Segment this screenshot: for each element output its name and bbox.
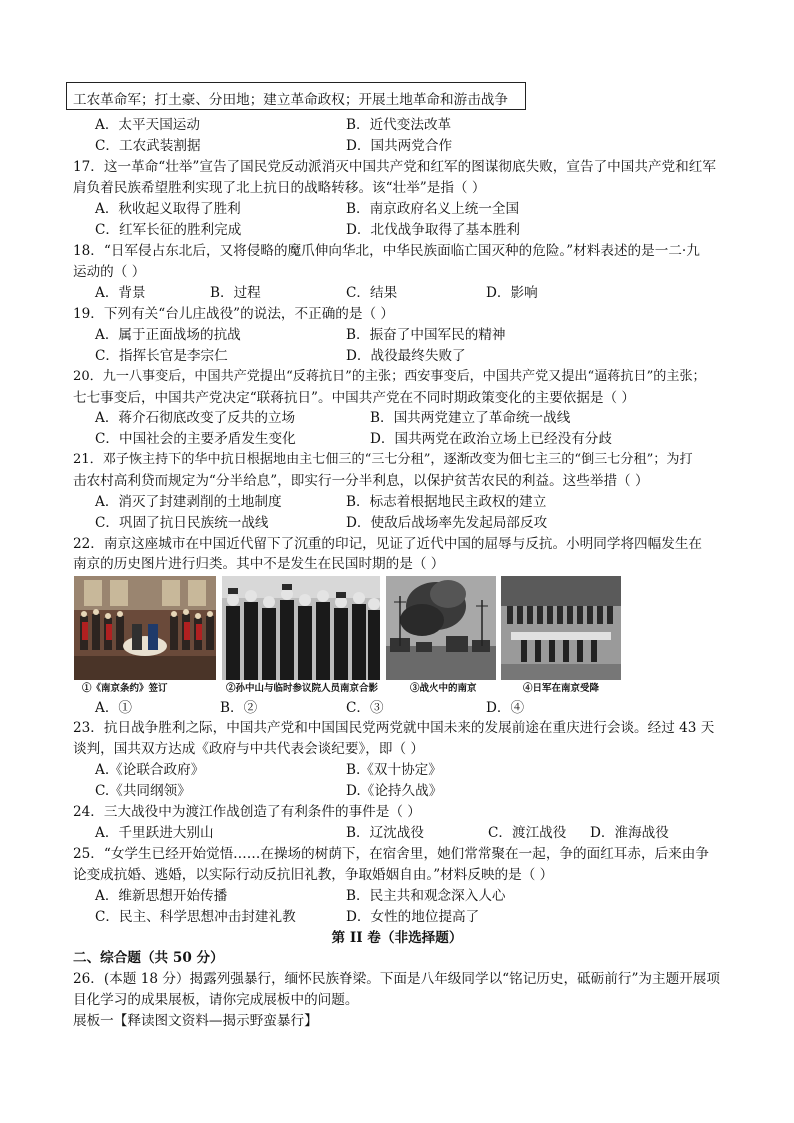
q23-option-a[interactable]: A.《论联合政府》 xyxy=(95,762,205,778)
q22-option-c[interactable]: C．③ xyxy=(346,700,384,716)
q16-box-text: 工农革命军；打土豪、分田地；建立革命政权；开展土地革命和游击战争 xyxy=(73,92,508,108)
q23-option-c[interactable]: C.《共同纲领》 xyxy=(95,783,191,799)
q23-option-b[interactable]: B.《双十协定》 xyxy=(346,762,442,778)
q18-option-b[interactable]: B．过程 xyxy=(210,285,261,301)
q26-stem-line2: 目化学习的成果展板，请你完成展板中的问题。 xyxy=(73,992,359,1008)
q16-option-b[interactable]: B．近代变法改革 xyxy=(346,117,452,133)
q25-stem-line1: 25．“女学生已经开始觉悟……在操场的树荫下，在宿舍里，她们常常聚在一起，争的面红耳赤，后来由争 xyxy=(73,846,709,862)
q26-board1-title: 展板一【释读图文资料—揭示野蛮暴行】 xyxy=(73,1013,318,1029)
q22-stem-line1: 22．南京这座城市在中国近代留下了沉重的印记，见证了近代中国的屈辱与反抗。小明同学将四幅发生在 xyxy=(73,536,703,552)
q24-stem-line1: 24．三大战役中为渡江作战创造了有利条件的事件是（ ） xyxy=(73,804,421,820)
q21-option-b[interactable]: B．标志着根据地民主政权的建立 xyxy=(346,494,547,510)
q23-option-d[interactable]: D.《论持久战》 xyxy=(346,783,443,799)
q19-option-a[interactable]: A．属于正面战场的抗战 xyxy=(95,327,241,343)
section2-title: 二、综合题（共 50 分） xyxy=(73,950,224,966)
q17-stem-line1: 17．这一革命“壮举”宣告了国民党反动派消灭中国共产党和红军的图谋彻底失败，宣告了中国共产党和红军 xyxy=(73,159,716,175)
q17-stem-line2: 肩负着民族希望胜利实现了北上抗日的战略转移。该“壮举”是指（ ） xyxy=(73,180,486,196)
q23-stem-line1: 23．抗日战争胜利之际，中国共产党和中国国民党两党就中国未来的发展前途在重庆进行会谈。经过 43 天 xyxy=(73,720,715,736)
q18-option-c[interactable]: C．结果 xyxy=(346,285,398,301)
q21-option-d[interactable]: D．使敌后战场率先发起局部反攻 xyxy=(346,515,548,531)
q25-option-c[interactable]: C．民主、科学思想冲击封建礼教 xyxy=(95,909,296,925)
q18-stem-line1: 18．“日军侵占东北后，又将侵略的魔爪伸向华北，中华民族面临亡国灭种的危险。”材料表述的是一二·九 xyxy=(73,243,700,259)
q16-material-box xyxy=(66,82,526,110)
q22-stem-line2: 南京的历史图片进行归类。其中不是发生在民国时期的是（ ） xyxy=(73,556,445,572)
q25-option-b[interactable]: B．民主共和观念深入人心 xyxy=(346,888,506,904)
photo-caption-1: ①《南京条约》签订 xyxy=(82,683,168,694)
q22-option-b[interactable]: B．② xyxy=(220,700,258,716)
photo-caption-2: ②孙中山与临时参议院人员南京合影 xyxy=(226,683,379,694)
q16-option-d[interactable]: D．国共两党合作 xyxy=(346,138,453,154)
japanese-surrender-in-nanjing-image xyxy=(501,576,621,680)
q20-option-a[interactable]: A．蒋介石彻底改变了反共的立场 xyxy=(95,410,296,426)
q21-option-c[interactable]: C．巩固了抗日民族统一战线 xyxy=(95,515,269,531)
q20-option-c[interactable]: C．中国社会的主要矛盾发生变化 xyxy=(95,431,296,447)
q24-option-c[interactable]: C．渡江战役 xyxy=(488,825,567,841)
q24-option-d[interactable]: D．淮海战役 xyxy=(590,825,669,841)
q17-option-c[interactable]: C．红军长征的胜利完成 xyxy=(95,222,242,238)
q26-stem-line1: 26．(本题 18 分）揭露列强暴行，缅怀民族脊梁。下面是八年级同学以“铭记历史，砥砺前行”为主题开展项 xyxy=(73,971,720,987)
photo-caption-3: ③战火中的南京 xyxy=(410,683,477,694)
part2-title: 第 II 卷（非选择题） xyxy=(331,930,463,946)
q21-stem-line2: 击农村高利贷而规定为“分半给息”，即实行一分半利息，以保护贫苦农民的利益。这些举措（ ） xyxy=(73,473,649,489)
q24-option-b[interactable]: B．辽沈战役 xyxy=(346,825,424,841)
q17-option-a[interactable]: A．秋收起义取得了胜利 xyxy=(95,201,241,217)
sun-yat-sen-group-photo-image xyxy=(222,576,380,680)
q18-option-d[interactable]: D．影响 xyxy=(486,285,538,301)
q16-option-a[interactable]: A．太平天国运动 xyxy=(95,117,200,133)
q16-option-c[interactable]: C．工农武装割据 xyxy=(95,138,201,154)
q22-option-d[interactable]: D．④ xyxy=(486,700,525,716)
q20-option-d[interactable]: D．国共两党在政治立场上已经没有分歧 xyxy=(370,431,612,447)
nanjing-in-war-fire-image xyxy=(386,576,496,680)
q17-option-d[interactable]: D．北伐战争取得了基本胜利 xyxy=(346,222,521,238)
q24-option-a[interactable]: A．千里跃进大别山 xyxy=(95,825,214,841)
q21-stem-line1: 21．邓子恢主持下的华中抗日根据地由主七佃三的“三七分租”，逐渐改变为佃七主三的“倒三七分租”；为打 xyxy=(73,452,693,467)
q23-stem-line2: 谈判，国共双方达成《政府与中共代表会谈纪要》，即（ ） xyxy=(73,741,424,757)
q20-stem-line1: 20．九一八事变后，中国共产党提出“反蒋抗日”的主张；西安事变后，中国共产党又提出“逼蒋抗日”的主张； xyxy=(73,369,706,384)
q21-option-a[interactable]: A．消灭了封建剥削的土地制度 xyxy=(95,494,282,510)
q20-option-b[interactable]: B．国共两党建立了革命统一战线 xyxy=(370,410,571,426)
q17-option-b[interactable]: B．南京政府名义上统一全国 xyxy=(346,201,520,217)
photo-caption-4: ④日军在南京受降 xyxy=(523,683,600,694)
q19-stem-line1: 19．下列有关“台儿庄战役”的说法，不正确的是（ ） xyxy=(73,306,394,322)
q19-option-c[interactable]: C．指挥长官是李宗仁 xyxy=(95,348,228,364)
q22-option-a[interactable]: A．① xyxy=(95,700,133,716)
q25-stem-line2: 论变成抗婚、逃婚，以实际行动反抗旧礼教，争取婚姻自由。”材料反映的是（ ） xyxy=(73,867,554,883)
q20-stem-line2: 七七事变后，中国共产党决定“联蒋抗日”。中国共产党在不同时期政策变化的主要依据是（ ） xyxy=(73,390,635,406)
q25-option-d[interactable]: D．女性的地位提高了 xyxy=(346,909,480,925)
q19-option-b[interactable]: B．振奋了中国军民的精神 xyxy=(346,327,506,343)
treaty-of-nanjing-image xyxy=(74,576,216,680)
q18-stem-line2: 运动的（ ） xyxy=(73,264,146,280)
q25-option-a[interactable]: A．维新思想开始传播 xyxy=(95,888,228,904)
q18-option-a[interactable]: A．背景 xyxy=(95,285,146,301)
q19-option-d[interactable]: D．战役最终失败了 xyxy=(346,348,466,364)
